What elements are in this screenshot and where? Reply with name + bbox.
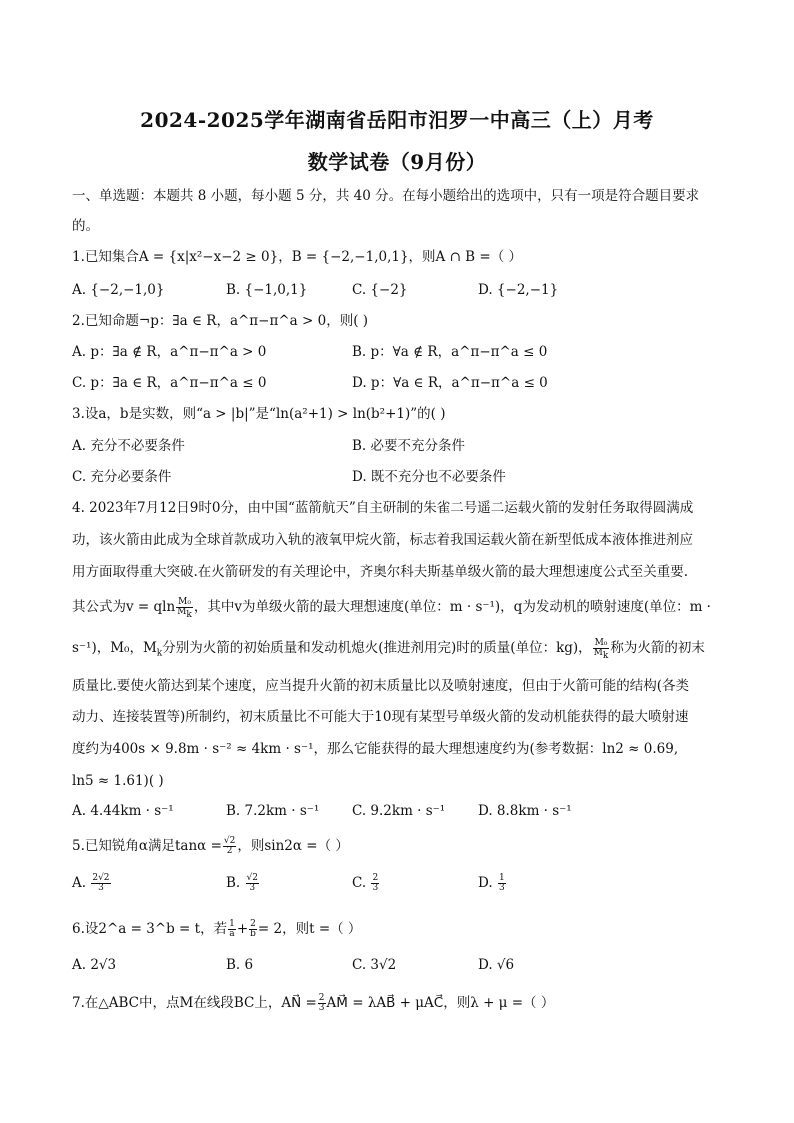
q4-line2: 功，该火箭由此成为全球首款成功入轨的液氧甲烷火箭，标志着我国运载火箭在新型低成本液体推进剂应 — [72, 532, 693, 548]
q4-line4-a: 其公式为v = qln — [72, 599, 176, 615]
q3-option-c: C. 充分必要条件 — [72, 469, 172, 485]
q5-stem: 5.已知锐角α满足tanα = $\frac{√2}{2}$ ，则sin2α =（ ） — [72, 836, 349, 856]
q6-option-c: C. 3√2 — [352, 957, 397, 973]
q4-line3: 用方面取得重大突破.在火箭研发的有关理论中，齐奥尔科夫斯基单级火箭的最大理想速度公式至关重要. — [72, 564, 689, 580]
q4-option-a: A. 4.44km · s⁻¹ — [72, 803, 174, 819]
q6-option-d: D. √6 — [478, 957, 515, 973]
q4-option-b: B. 7.2km · s⁻¹ — [226, 803, 320, 819]
q3-option-d: D. 既不充分也不必要条件 — [352, 469, 506, 485]
q5-option-a: A. $\frac{2√2}{3}$ — [72, 873, 110, 893]
q2-option-d: D. p：∀a ∈ R，a^π−π^a ≤ 0 — [352, 375, 548, 391]
q4-mass-ratio-fraction: $\frac{\text{M₀}}{M_k}$ — [177, 597, 192, 620]
q4-line5-a: s⁻¹)，M₀，M — [72, 640, 157, 656]
q4-line8: 度约为400s × 9.8m · s⁻² ≈ 4km · s⁻¹，那么它能获得的最大理想速度约为(参考数据：ln2 ≈ 0.69, — [72, 741, 679, 757]
q4-ratio-fraction-2: $\frac{\text{M₀}}{M_k}$ — [593, 638, 609, 661]
q1-option-d: D. {−2,−1} — [478, 282, 559, 298]
exam-title-line2: 数学试卷（9月份） — [307, 150, 487, 174]
q4-line4-b: ，其中v为单级火箭的最大理想速度(单位：m · s⁻¹)，q为发动机的喷射速度(单位：m · — [193, 599, 711, 615]
q1-option-a: A. {−2,−1,0} — [72, 282, 165, 298]
section-intro-line1: 一、单选题：本题共 8 小题，每小题 5 分，共 40 分。在每小题给出的选项中，只有一项是符合题目要求 — [72, 188, 700, 204]
q1-option-b: B. {−1,0,1} — [226, 282, 308, 298]
q3-option-b: B. 必要不充分条件 — [352, 438, 466, 454]
q5-option-c: C. $\frac{2}{3}$ — [352, 873, 379, 893]
q3-stem: 3.设a，b是实数，则“a > |b|”是“ln(a²+1) > ln(b²+1)”的( ) — [72, 406, 446, 422]
q4-line1: 4. 2023年7月12日9时0分，由中国“蓝箭航天”自主研制的朱雀二号遥二运载火箭的发射任务取得圆满成 — [72, 500, 694, 516]
q5-option-b: B. $\frac{√2}{3}$ — [226, 873, 258, 893]
q4-line7: 动力、连接装置等)所制约，初末质量比不可能大于10现有某型号单级火箭的发动机能获得的最大喷射速 — [72, 709, 689, 725]
q4-line9: ln5 ≈ 1.61)( ) — [72, 773, 164, 789]
section-intro-line2: 的。 — [72, 218, 99, 234]
q6-option-a: A. 2√3 — [72, 957, 117, 973]
q4-line4 — [72, 597, 732, 620]
q6-option-b: B. 6 — [226, 957, 254, 973]
q4-option-d: D. 8.8km · s⁻¹ — [478, 803, 572, 819]
q6-stem: 6.设2^a = 3^b = t，若 $\frac{1}{a}$ + $\frac{2}{b}$ = 2，则t =（ ） — [72, 919, 362, 939]
q2-option-b: B. p：∀a ∉ R，a^π−π^a ≤ 0 — [352, 344, 548, 360]
q5-tan-fraction: $\frac{√2}{2}$ — [223, 836, 236, 856]
q4-option-c: C. 9.2km · s⁻¹ — [352, 803, 446, 819]
q2-stem: 2.已知命题¬p：∃a ∈ R，a^π−π^a > 0，则( ) — [72, 313, 369, 329]
q1-stem: 1.已知集合A = {x|x²−x−2 ≥ 0}，B = {−2,−1,0,1}，则A ∩ B =（ ） — [72, 249, 523, 265]
q4-line6: 质量比.要使火箭达到某个速度，应当提升火箭的初末质量比以及喷射速度，但由于火箭可能的结构(各类 — [72, 678, 690, 694]
q4-line5: s⁻¹)，M₀，$M_k$分别为火箭的初始质量和发动机熄火(推进剂用完)时的质量(单位：kg)， $\frac{\text{M₀}}{M_k}$ 称为火箭的初末 — [72, 638, 705, 661]
q4-line5-b: 分别为火箭的初始质量和发动机熄火(推进剂用完)时的质量(单位：kg)， — [162, 640, 592, 656]
q4-line5-c: 称为火箭的初末 — [610, 640, 705, 656]
q2-option-c: C. p：∃a ∈ R，a^π−π^a ≤ 0 — [72, 375, 267, 391]
q3-option-a: A. 充分不必要条件 — [72, 438, 185, 454]
q7-stem: 7.在△ABC中，点M在线段BC上，AN⃗ = $\frac{2}{3}$ AM⃗ = λAB⃗ + μAC⃗，则λ + μ =（ ） — [72, 993, 555, 1013]
q1-option-c: C. {−2} — [352, 282, 408, 298]
q5-option-d: D. $\frac{1}{3}$ — [478, 873, 505, 893]
q2-option-a: A. p：∃a ∉ R，a^π−π^a > 0 — [72, 344, 267, 360]
exam-title-line1: 2024-2025学年湖南省岳阳市汨罗一中高三（上）月考 — [140, 108, 654, 132]
